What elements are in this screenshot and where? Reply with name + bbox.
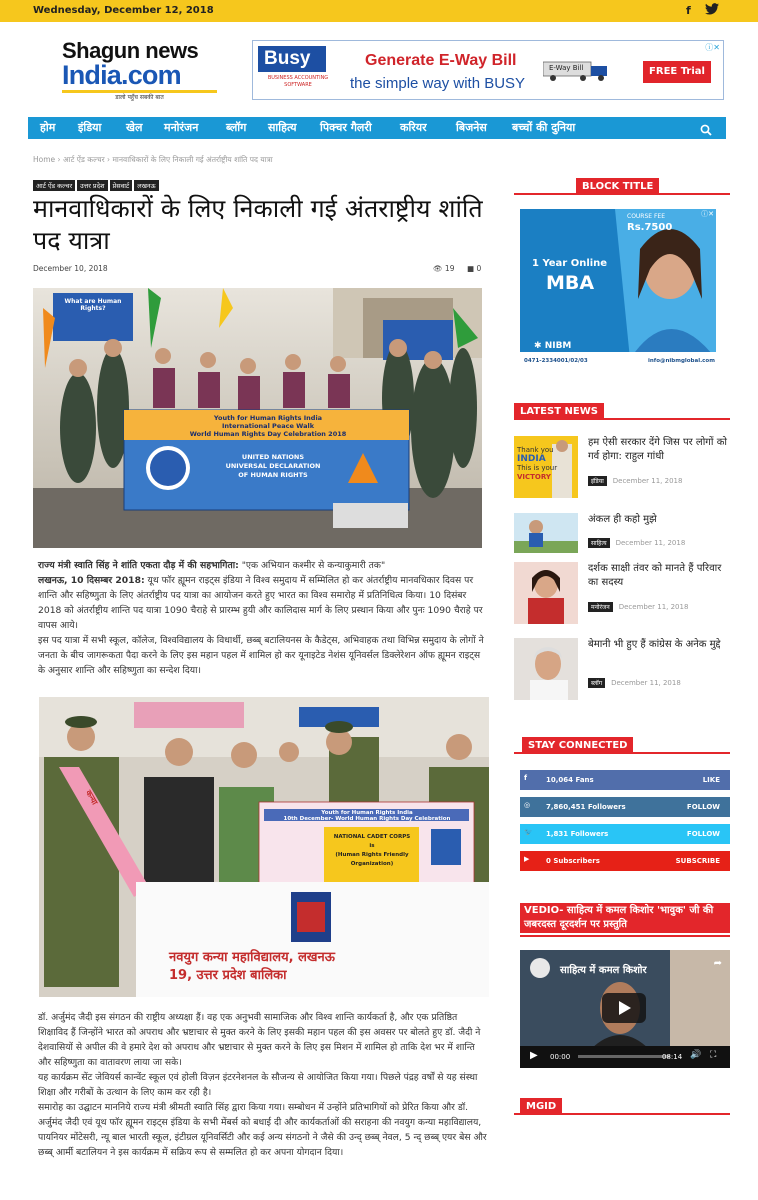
truck-icon xyxy=(543,60,615,82)
thumb-line: VICTORY xyxy=(517,473,551,481)
news-thumb[interactable] xyxy=(514,562,578,624)
instagram-icon: ◎ xyxy=(524,801,531,809)
banner-line: नवयुग कन्या महाविद्यालय, लखनऊ xyxy=(169,950,335,965)
volume-icon[interactable]: 🔊 xyxy=(690,1050,702,1060)
breadcrumb-sep: › xyxy=(57,155,61,164)
like-button[interactable]: LIKE xyxy=(702,776,720,784)
subscribe-button[interactable]: SUBSCRIBE xyxy=(675,857,720,865)
site-logo[interactable] xyxy=(62,40,222,102)
bold-lead: राज्य मंत्री स्वाति सिंह ने शांति एकता दौड़ में की सहभागिता: xyxy=(38,560,239,571)
article-date: December 10, 2018 xyxy=(33,264,108,273)
sign-text: What are Human Rights? xyxy=(64,298,122,312)
banner-line: NATIONAL CADET CORPS xyxy=(333,834,411,840)
nibm-email: info@nibmglobal.com xyxy=(648,358,715,364)
video-player[interactable] xyxy=(520,950,730,1068)
nav-item-gallery[interactable]: पिक्चर गैलरी xyxy=(320,121,372,134)
logo-line-1: Shagun news xyxy=(62,38,199,63)
nav-item-entertainment[interactable]: मनोरंजन xyxy=(164,121,199,134)
mgid-header xyxy=(514,1093,730,1115)
video-caption: साहित्य में कमल किशोर xyxy=(560,965,647,976)
paragraph: इस पद यात्रा में सभी स्कूल, कॉलेज, विश्वविद्यालय के विधार्थी, छब्ब् बटालियनस के कैडेट्स, अभिवाहक तथा विभिन्न समुदाय के लोगों ने जनता के बीच जागरूकता पैदा करने के लिए इस महान पहल में शामिल हो कर यूनाइटेड नेशंस यूनिवर्सल डिक्लेरेशन ऑफ ह्यूमन राइट्स के अनुसार शान्ति और सहिष्णुता का सन्देश दिया। xyxy=(38,635,484,676)
twitter-icon[interactable] xyxy=(705,3,719,18)
count-unit: Followers xyxy=(587,803,626,811)
nav-item-kids[interactable]: बच्चों की दुनिया xyxy=(512,121,576,134)
block-title-label: BLOCK TITLE xyxy=(576,178,659,195)
count-unit: Followers xyxy=(570,830,609,838)
thumb-line: Thank you xyxy=(517,446,554,454)
news-date: December 11, 2018 xyxy=(612,477,683,485)
breadcrumb-home[interactable]: Home xyxy=(33,155,56,164)
mba-fee: Rs.7500 xyxy=(627,222,673,233)
tag-lucknow[interactable]: लखनऊ xyxy=(134,180,158,191)
fullscreen-icon[interactable]: ⛶ xyxy=(710,1050,717,1060)
paragraph xyxy=(38,573,488,633)
tag-uttar-pradesh[interactable]: उत्तर प्रदेश xyxy=(77,180,107,191)
banner-line: (Human Rights Friendly Organization) xyxy=(335,852,409,867)
news-meta xyxy=(588,530,685,549)
ncc-banner-mid xyxy=(327,833,417,869)
news-title[interactable]: अंकल ही कहो मुझे xyxy=(588,514,657,525)
news-category[interactable]: इंडिया xyxy=(588,476,607,486)
ad-choices-icon[interactable]: ⓘ✕ xyxy=(701,210,714,218)
view-count xyxy=(433,264,454,273)
sash-text: कन्या xyxy=(83,788,100,807)
follow-button[interactable]: FOLLOW xyxy=(686,830,720,838)
mba-fee-label: COURSE FEE xyxy=(627,213,666,220)
tag-press[interactable]: प्रेसवार्ट xyxy=(110,180,133,191)
video-duration: 08:14 xyxy=(662,1053,683,1061)
comment-count[interactable] xyxy=(467,264,481,273)
news-title[interactable]: दर्शक साक्षी तंवर को मानते हैं परिवार का सदस्य xyxy=(588,563,722,588)
category-tags xyxy=(33,173,161,192)
nibm-brand: NIBM xyxy=(544,341,572,351)
nibm-logo xyxy=(534,341,571,351)
nav-item-business[interactable]: बिजनेस xyxy=(456,121,487,134)
twitter-counter[interactable] xyxy=(520,824,730,844)
stay-connected-header xyxy=(514,732,730,754)
news-meta xyxy=(588,468,682,487)
news-title[interactable]: बेमानी भी हुए हैं कांग्रेस के अनेक मुद्दे xyxy=(588,639,721,650)
thumb-line: INDIA xyxy=(517,454,546,464)
banner-line: International Peace Walk xyxy=(221,422,315,430)
count-value: 7,860,451 xyxy=(546,803,586,811)
ad-choices-icon[interactable]: ⓘ✕ xyxy=(705,43,720,52)
nav-item-literature[interactable]: साहित्य xyxy=(268,121,297,134)
banner-line: World Human Rights Day Celebration 2018 xyxy=(189,430,347,438)
article-body-2 xyxy=(38,1010,488,1160)
count-value: 0 xyxy=(546,857,551,865)
banner-line: OF HUMAN RIGHTS xyxy=(238,471,308,479)
thumb-line: This is your xyxy=(517,464,558,472)
view-count-value: 19 xyxy=(444,264,455,273)
instagram-count xyxy=(546,803,626,811)
facebook-counter[interactable] xyxy=(520,770,730,790)
banner-line: Youth for Human Rights India xyxy=(321,810,413,816)
ad-subline: the simple way with BUSY xyxy=(350,75,526,92)
banner-text-un xyxy=(198,453,348,480)
search-icon[interactable] xyxy=(700,121,712,140)
video-current-time: 00:00 xyxy=(550,1053,571,1061)
paragraph: यह कार्यक्रम सेंट जेवियर्स कान्वेंट स्कूल एवं होली विज़न इंटरनेशनल के सौजन्य से आयोजित किया गया। पिछले पंद्रह वर्षों से यह संस्था शिक्षा और गरीबों के उत्थान के लिए काम कर रही है। xyxy=(38,1072,478,1098)
twitter-count xyxy=(546,830,608,838)
busy-brand-sub: BUSINESS ACCOUNTING SOFTWARE xyxy=(267,75,329,88)
thumb-text xyxy=(517,446,557,482)
nibm-phone: 0471-2334001/02/03 xyxy=(524,358,588,364)
banner-line: 19, उत्तर प्रदेश बालिका xyxy=(169,968,287,983)
latest-news-header xyxy=(514,398,730,420)
nav-item-blog[interactable]: ब्लॉग xyxy=(226,121,247,134)
mba-ad[interactable] xyxy=(520,209,716,372)
facebook-icon[interactable]: f xyxy=(686,4,691,17)
news-thumb[interactable] xyxy=(514,638,578,700)
nav-item-home[interactable]: होम xyxy=(40,121,56,134)
share-icon[interactable]: ➦ xyxy=(713,958,722,969)
banner-text-top xyxy=(133,414,403,438)
eye-icon: 👁 xyxy=(433,264,443,273)
breadcrumb xyxy=(33,155,273,165)
nibm-globe-icon: ✱ xyxy=(534,341,542,351)
paragraph: समारोह का उद्घाटन माननिये राज्य मंत्री श्रीमती स्वाति सिंह द्वारा किया गया। सम्बोधन में उन्होंने प्रतिभागियों को प्रेरित किया और डॉ. अर्जुमंद जैदी एवं यूथ फॉर ह्यूमन राइट्स इंडिया के सभी मेंबर्स को बधाई दी और कार्यकर्ताओं की सराहना की नवयुग कन्या महाविद्यालय, पायनियर मोंटेसरी, न्यू बाल भारती स्कूल, इंटीग्रल यूनिवर्सिटी और कई अन्य संगठनो ने जैसे की उन्द् छब्ब् नेवल, 5 न्द् छब्ब् एयर बेस और छब्ब् आर्मी बटालियन ने इस कार्यक्रम में सक्रिय रूप से सम्मलित हो कर अपना योगदान दिया। xyxy=(38,1102,487,1158)
news-item[interactable] xyxy=(514,562,730,622)
facebook-count xyxy=(546,776,594,784)
banner-line: Youth for Human Rights India xyxy=(213,414,323,422)
breadcrumb-current: मानवाधिकारों के लिए निकाली गई अंतर्राष्ट्रीय शांति पद यात्रा xyxy=(112,155,273,164)
news-thumb[interactable] xyxy=(514,436,578,498)
college-banner xyxy=(169,949,489,985)
article-photo-peace-walk[interactable] xyxy=(33,288,482,548)
mgid-label: MGID xyxy=(520,1098,562,1115)
ncc-banner-top xyxy=(267,810,467,822)
banner-line: is xyxy=(369,843,375,849)
ad-headline: Generate E-Way Bill xyxy=(365,52,517,69)
mba-line-1: 1 Year Online xyxy=(532,258,608,269)
truck-label: E-Way Bill xyxy=(549,64,584,72)
mba-line-2: MBA xyxy=(546,272,595,294)
free-trial-button[interactable]: FREE Trial xyxy=(643,61,711,83)
latest-news-label: LATEST NEWS xyxy=(514,403,604,420)
nav-item-career[interactable]: करियर xyxy=(400,121,427,134)
top-bar xyxy=(0,0,758,22)
twitter-icon: 🐦 xyxy=(524,828,533,836)
banner-line: 10th December- World Human Rights Day Celebration xyxy=(283,816,451,822)
video-section-header: VEDIO- साहित्य में कमल किशोर 'भावुक' जी की जबरदस्त दूरदर्शन पर प्रस्तुति xyxy=(520,903,730,933)
paragraph xyxy=(38,558,488,573)
article-title: मानवाधिकारों के लिए निकाली गई अंतराष्ट्रीय शांति पद यात्रा xyxy=(33,194,483,255)
news-category[interactable]: साहित्य xyxy=(588,538,610,548)
banner-line: UNITED NATIONS xyxy=(241,453,305,461)
news-item[interactable] xyxy=(514,638,730,698)
count-unit: Subscribers xyxy=(553,857,600,865)
count-value: 1,831 xyxy=(546,830,569,838)
news-date: December 11, 2018 xyxy=(611,679,681,687)
youtube-count xyxy=(546,857,600,865)
lead-rest: "एक अभियान कश्मीर से कन्याकुमारी तक" xyxy=(238,560,386,571)
current-date: Wednesday, December 12, 2018 xyxy=(33,5,214,16)
comment-icon: ■ xyxy=(467,264,475,273)
news-date: December 11, 2018 xyxy=(618,603,689,611)
dateline-rest: यूथ फॉर ह्यूमन राइट्स इंडिया ने विश्व समुदाय में सम्मिलित हो कर अंतर्राष्ट्रीय मानवधिकार दिवस पर शान्ति और सहिष्णुता के लिए अंतर्राष्ट्रीय पद यात्रा का आयोजन करते हुए भारत का विश्व समारोह में प्रतिनिधित्व किया। 10 दिसंबर 2018 को अंतर्राष्ट्रीय शान्ति पद यात्रा 1090 चैराहे से प्रारम्भ हुयी और कालिदास मार्ग के लिए प्रस्थान किया और पुनः 1090 चैराहे पर वापस आये। xyxy=(38,575,483,631)
main-nav xyxy=(28,117,726,139)
news-meta xyxy=(588,670,681,689)
count-value: 10,064 xyxy=(546,776,574,784)
nav-item-india[interactable]: इंडिया xyxy=(78,121,102,134)
nav-item-sports[interactable]: खेल xyxy=(126,121,143,134)
block-title-header xyxy=(514,173,730,195)
stay-connected-label: STAY CONNECTED xyxy=(522,737,633,754)
play-icon[interactable]: ▶ xyxy=(530,1050,538,1061)
banner-line: UNIVERSAL DECLARATION xyxy=(225,462,321,470)
logo-tagline: डालो पहुँच सबकी बात xyxy=(115,94,164,101)
news-item[interactable] xyxy=(514,436,730,496)
news-thumb[interactable] xyxy=(514,513,578,553)
article-photo-ncc[interactable] xyxy=(39,697,489,997)
count-unit: Fans xyxy=(575,776,594,784)
busy-logo xyxy=(258,46,338,94)
play-button[interactable] xyxy=(602,993,646,1023)
comment-count-value: 0 xyxy=(476,264,482,273)
news-meta xyxy=(588,594,688,613)
news-date: December 11, 2018 xyxy=(615,539,686,547)
youtube-icon: ▶ xyxy=(524,855,530,863)
breadcrumb-sep: › xyxy=(107,155,111,164)
breadcrumb-category[interactable]: आर्ट ऐंड कल्चर xyxy=(62,155,105,164)
article-body-1 xyxy=(38,558,488,678)
bold-dateline: लखनऊ, 10 दिसम्बर 2018: xyxy=(38,575,145,586)
youtube-counter[interactable] xyxy=(520,851,730,871)
logo-line-2: India.com xyxy=(62,60,181,90)
news-category[interactable]: ब्लॉग xyxy=(588,678,605,688)
facebook-icon: f xyxy=(524,774,528,782)
instagram-counter[interactable] xyxy=(520,797,730,817)
news-category[interactable]: मनोरंजन xyxy=(588,602,613,612)
news-title[interactable]: हम ऐसी सरकार देंगे जिस पर लोगों को गर्व होगा: राहुल गांधी xyxy=(588,437,727,462)
busy-brand: Busy xyxy=(258,46,326,72)
follow-button[interactable]: FOLLOW xyxy=(686,803,720,811)
tag-art-culture[interactable]: आर्ट ऐंड कल्चर xyxy=(33,180,75,191)
video-header-underline xyxy=(520,935,730,937)
paragraph: डॉ. अर्जुमंद जैदी इस संगठन की राष्ट्रीय अध्यक्षा हैं। वह एक अनुभवी सामाजिक और विश्व शान्ति कार्यकर्ता है, और एक प्रतिष्ठित शिक्षाविद हैं जिन्होंने भारत को अपराध और भ्रष्टाचार से मुक्त करने के लिए इसकी महान पहल की इस अवसर पर बोलते हुए डॉ. जैदी ने देशवासियों से अपील की वे हमारे देश को अपराध और भ्रष्टाचार से मुक्त करने के लिए इस मिशन में शामिल हो ताकि देश भर में शान्ति और सहिष्णुता का वातावरण लाया जा सके। xyxy=(38,1012,481,1068)
header-ad-banner[interactable] xyxy=(252,40,724,100)
